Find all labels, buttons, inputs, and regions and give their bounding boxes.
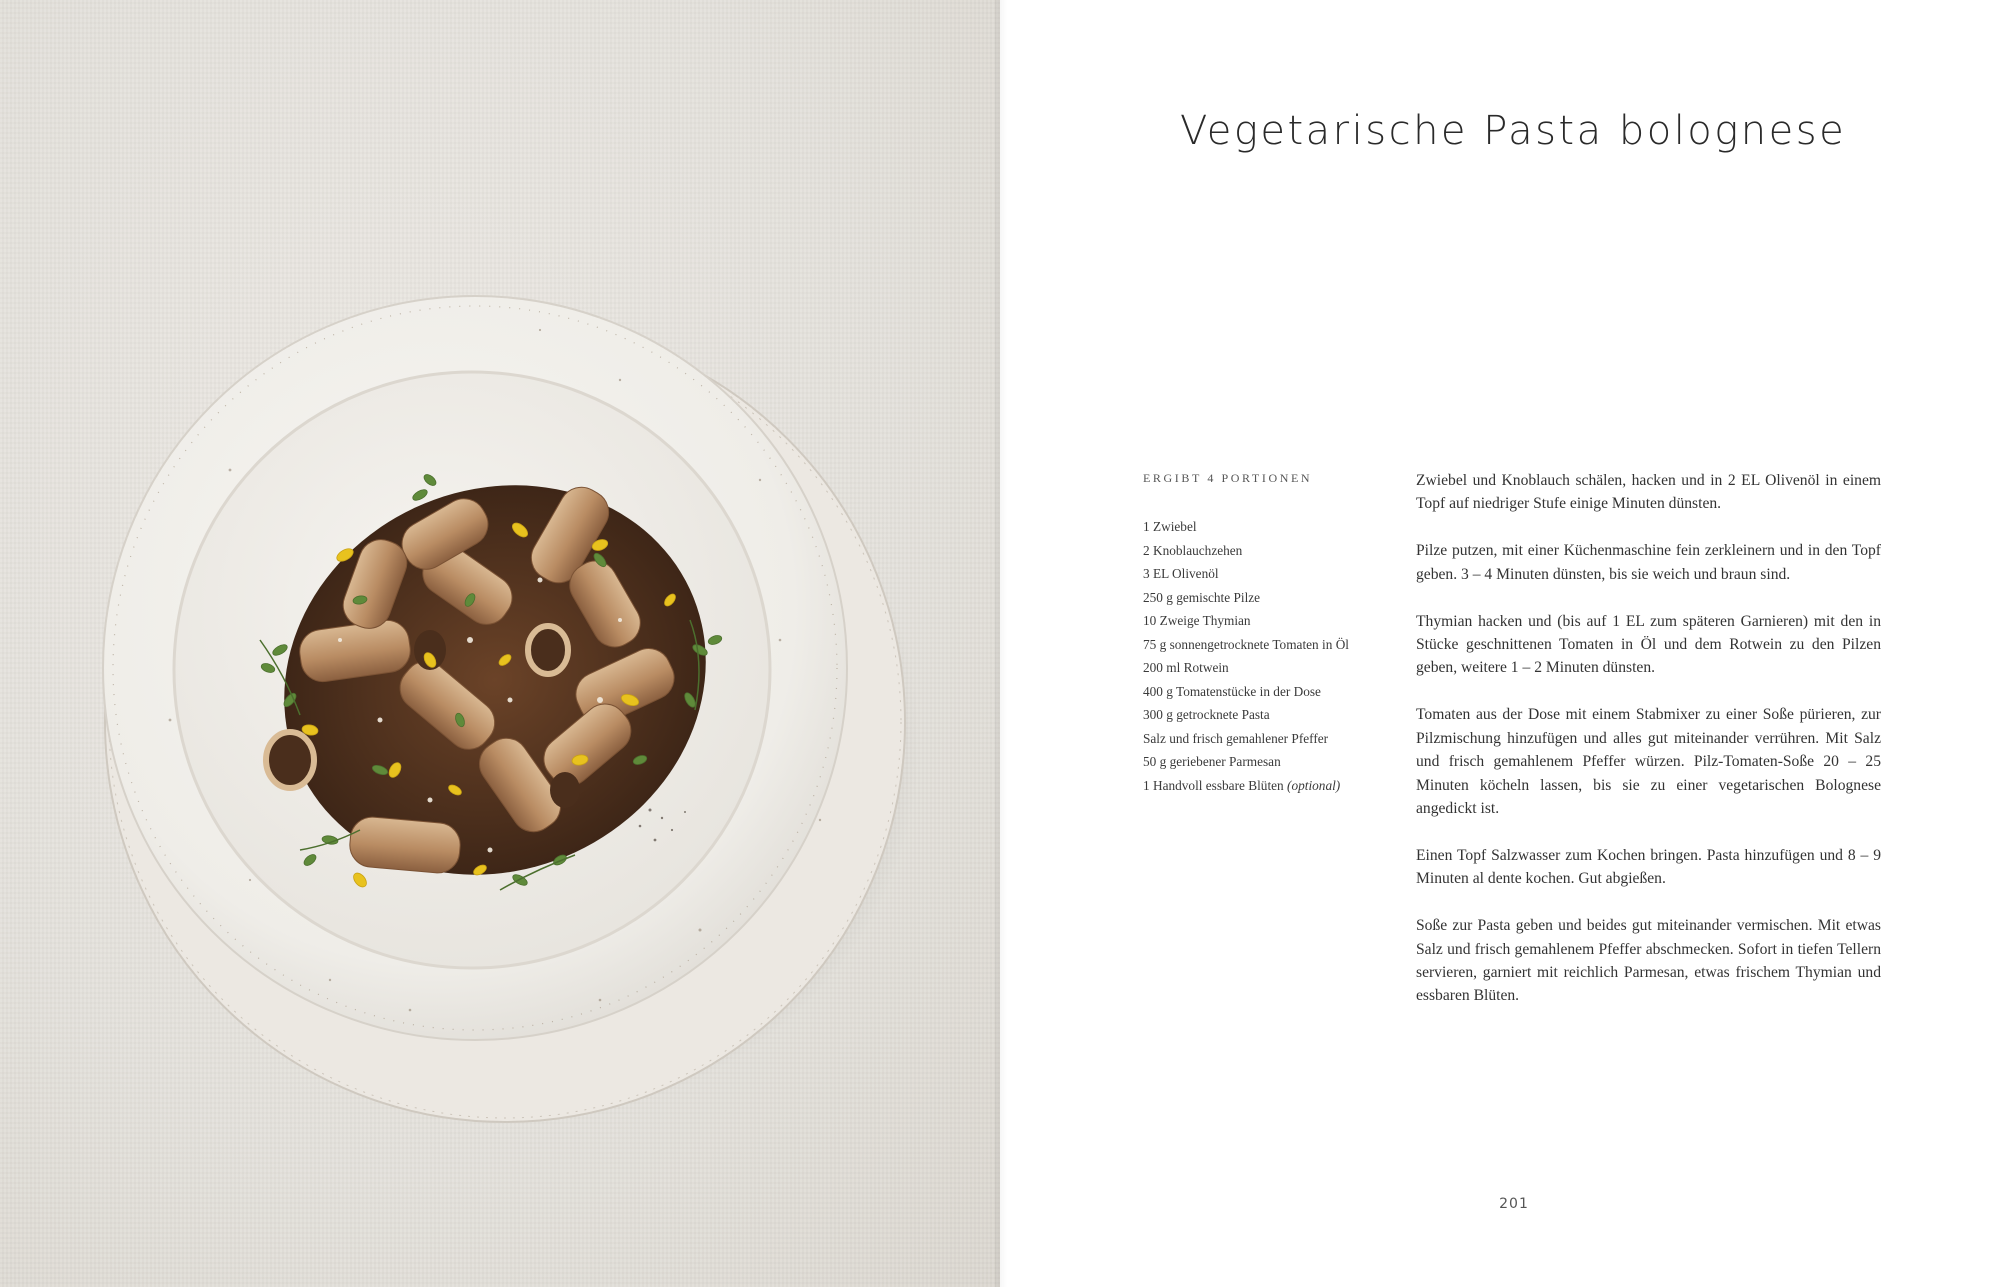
ingredient-item: 300 g getrocknete Pasta xyxy=(1143,707,1270,722)
ingredient-item: 3 EL Olivenöl xyxy=(1143,566,1219,581)
ingredient-item: 1 Zwiebel xyxy=(1143,519,1197,534)
method-step: Einen Topf Salzwasser zum Kochen bringen. Pasta hinzufügen und 8 – 9 Minuten al dente kochen. Gut abgießen. xyxy=(1416,846,1881,888)
page-number: 201 xyxy=(1499,1196,1529,1212)
ingredient-item: 200 ml Rotwein xyxy=(1143,660,1229,675)
method-step: Soße zur Pasta geben und beides gut miteinander vermischen. Mit etwas Salz und frisch gemahlenem Pfeffer abschmecken. Sofort in tiefen Tellern servieren, garniert mit reichlich Parmesan, etwas frischem Thymian und essbaren Blüten. xyxy=(1416,917,1881,1005)
method-step: Tomaten aus der Dose mit einem Stabmixer zu einer Soße pürieren, zur Pilzmischung hinzufügen und alles gut miteinander verrühren. Mit Salz und frisch gemahlenem Pfeffer würzen. Pilz-Tomaten-Soße 20 – 25 Minuten köcheln lassen, bis sie zu einer vegetarischen Bolognese angedickt ist. xyxy=(1416,706,1881,817)
method-step: Zwiebel und Knoblauch schälen, hacken und in 2 EL Olivenöl in einem Topf auf niedriger Stufe einige Minuten dünsten. xyxy=(1416,472,1881,513)
recipe-title: Vegetarische Pasta bolognese xyxy=(1180,108,1847,154)
method-step: Pilze putzen, mit einer Küchenmaschine fein zerkleinern und in den Topf geben. 3 – 4 Minuten dünsten, bis sie weich und braun sind. xyxy=(1416,542,1881,583)
ingredient-item: Salz und frisch gemahlener Pfeffer xyxy=(1143,730,1329,746)
ingredient-item-optional xyxy=(1143,774,1383,798)
ingredient-item: 75 g sonnengetrocknete Tomaten in Öl xyxy=(1143,636,1349,652)
ingredient-text: 1 Handvoll essbare Blüten xyxy=(1143,777,1284,793)
ingredient-item: 50 g geriebener Parmesan xyxy=(1143,754,1281,769)
ingredient-list xyxy=(1143,515,1383,797)
optional-note: (optional) xyxy=(1287,777,1341,793)
method-step: Thymian hacken und (bis auf 1 EL zum späteren Garnieren) mit den in Stücke geschnittenen Tomaten in Öl und dem Rotwein zu den Pilzen geben, weitere 1 – 2 Minuten dünsten. xyxy=(1416,612,1881,677)
method-steps xyxy=(1416,469,1881,1031)
ingredient-item: 2 Knoblauchzehen xyxy=(1143,542,1243,558)
ingredient-item: 250 g gemischte Pilze xyxy=(1143,589,1261,605)
ingredient-item: 400 g Tomatenstücke in der Dose xyxy=(1143,683,1321,699)
recipe-page xyxy=(1000,0,2000,1287)
servings-label: ERGIBT 4 PORTIONEN xyxy=(1143,471,1313,485)
ingredient-item: 10 Zweige Thymian xyxy=(1143,613,1251,628)
